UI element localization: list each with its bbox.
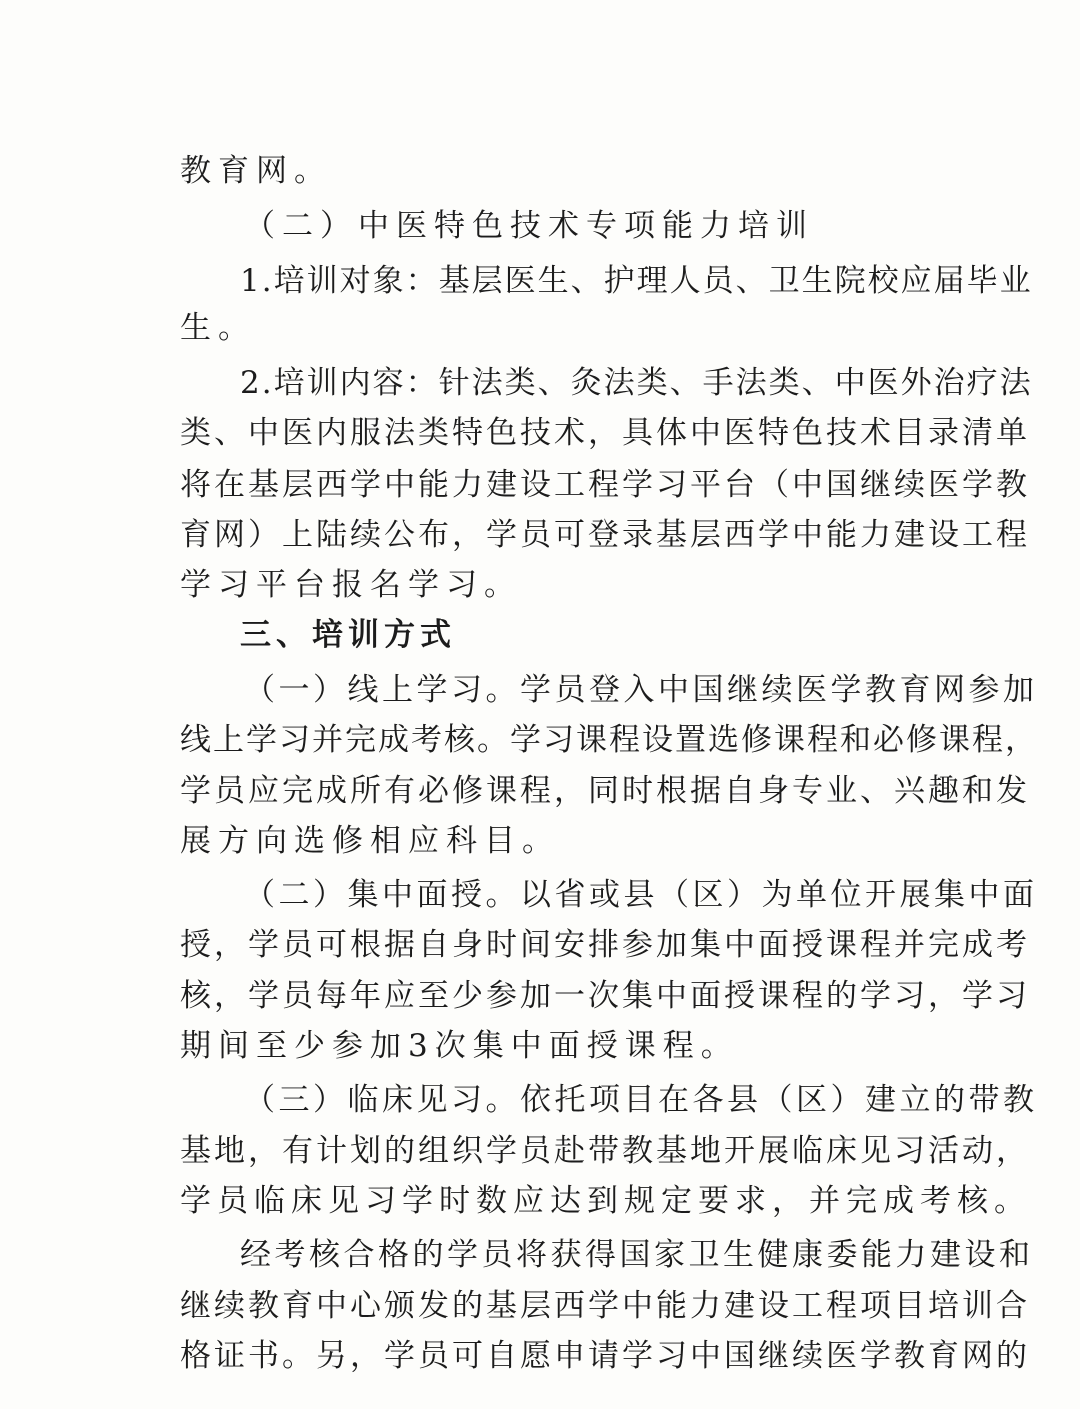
text-line-24: 格证书。另，学员可自愿申请学习中国继续医学教育网的 [180, 1338, 1030, 1374]
text-line-14: 展方向选修相应科目。 [180, 823, 560, 859]
text-line-20: 基地，有计划的组织学员赴带教基地开展临床见习活动， [180, 1133, 1030, 1169]
text-line-6: 类、中医内服法类特色技术，具体中医特色技术目录清单 [180, 415, 1030, 451]
text-line-11: （一）线上学习。学员登入中国继续医学教育网参加 [244, 672, 1038, 708]
text-line-9: 学习平台报名学习。 [180, 567, 522, 603]
text-line-19: （三）临床见习。依托项目在各县（区）建立的带教 [244, 1082, 1038, 1118]
text-line-21: 学员临床见习学时数应达到规定要求，并完成考核。 [180, 1183, 1031, 1219]
subsection-heading-2: （二）中医特色技术专项能力培训 [244, 208, 814, 244]
text-line-7: 将在基层西学中能力建设工程学习平台（中国继续医学教 [180, 467, 1030, 503]
text-line-18: 期间至少参加3次集中面授课程。 [180, 1028, 739, 1064]
text-line-17: 核，学员每年应至少参加一次集中面授课程的学习，学习 [180, 978, 1030, 1014]
text-line-22: 经考核合格的学员将获得国家卫生健康委能力建设和 [240, 1237, 1034, 1273]
text-line-8: 育网）上陆续公布，学员可登录基层西学中能力建设工程 [180, 517, 1030, 553]
text-line-4: 生。 [180, 310, 256, 346]
text-line-12: 线上学习并完成考核。学习课程设置选修课程和必修课程， [180, 722, 1038, 758]
text-line-15: （二）集中面授。以省或县（区）为单位开展集中面 [244, 877, 1038, 913]
text-line-23: 继续教育中心颁发的基层西学中能力建设工程项目培训合 [180, 1288, 1030, 1324]
text-line-3: 1.培训对象：基层医生、护理人员、卫生院校应届毕业 [240, 263, 1033, 299]
section-heading-training-method: 三、培训方式 [240, 617, 456, 653]
text-line-16: 授，学员可根据自身时间安排参加集中面授课程并完成考 [180, 927, 1030, 963]
text-line-13: 学员应完成所有必修课程，同时根据自身专业、兴趣和发 [180, 773, 1030, 809]
text-line-1: 教育网。 [180, 153, 332, 189]
text-line-5: 2.培训内容：针法类、灸法类、手法类、中医外治疗法 [240, 365, 1033, 401]
